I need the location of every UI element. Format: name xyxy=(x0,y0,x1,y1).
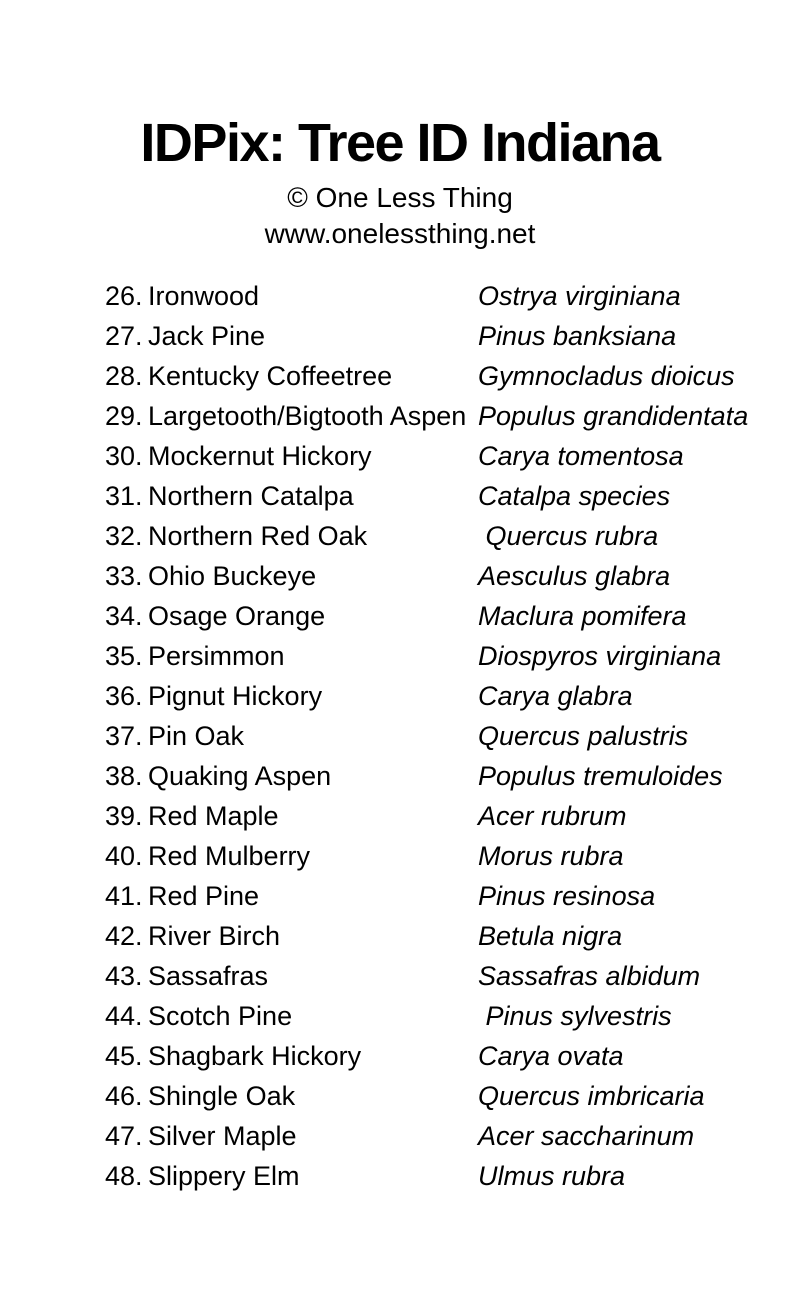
item-number: 35. xyxy=(105,640,143,671)
list-item xyxy=(105,356,760,396)
common-name: Largetooth/Bigtooth Aspen xyxy=(148,400,467,431)
common-name-cell xyxy=(105,801,478,832)
item-number: 31. xyxy=(105,480,143,511)
list-item xyxy=(105,716,760,756)
scientific-name: Gymnocladus dioicus xyxy=(478,360,735,391)
list-item xyxy=(105,956,760,996)
common-name: Jack Pine xyxy=(148,320,266,351)
item-number: 34. xyxy=(105,600,143,631)
item-number: 37. xyxy=(105,720,143,751)
item-number: 28. xyxy=(105,360,143,391)
scientific-name: Quercus palustris xyxy=(478,720,689,751)
scientific-name: Populus tremuloides xyxy=(478,760,723,791)
item-number: 36. xyxy=(105,680,143,711)
common-name-cell xyxy=(105,321,478,352)
item-number: 39. xyxy=(105,800,143,831)
common-name: Ironwood xyxy=(148,280,260,311)
scientific-name: Populus grandidentata xyxy=(478,400,749,431)
scientific-name: Pinus banksiana xyxy=(478,320,677,351)
scientific-name: Quercus imbricaria xyxy=(478,1080,705,1111)
common-name-cell xyxy=(105,881,478,912)
common-name: Scotch Pine xyxy=(148,1000,293,1031)
common-name: Pignut Hickory xyxy=(148,680,323,711)
common-name-cell xyxy=(105,521,478,552)
list-item xyxy=(105,1116,760,1156)
common-name-cell xyxy=(105,361,478,392)
list-item xyxy=(105,596,760,636)
common-name-cell xyxy=(105,401,478,432)
item-number: 42. xyxy=(105,920,143,951)
list-item xyxy=(105,556,760,596)
list-item xyxy=(105,436,760,476)
item-number: 44. xyxy=(105,1000,143,1031)
common-name-cell xyxy=(105,481,478,512)
scientific-name: Carya ovata xyxy=(478,1040,624,1071)
common-name: Red Maple xyxy=(148,800,279,831)
list-item xyxy=(105,876,760,916)
common-name-cell xyxy=(105,1081,478,1112)
scientific-name: Acer rubrum xyxy=(478,800,627,831)
list-item xyxy=(105,676,760,716)
scientific-name: Aesculus glabra xyxy=(478,560,671,591)
item-number: 47. xyxy=(105,1120,143,1151)
scientific-name: Morus rubra xyxy=(478,840,624,871)
list-item xyxy=(105,1076,760,1116)
scientific-name: Quercus rubra xyxy=(478,520,659,551)
common-name-cell xyxy=(105,841,478,872)
item-number: 33. xyxy=(105,560,143,591)
common-name: Osage Orange xyxy=(148,600,326,631)
common-name: Persimmon xyxy=(148,640,285,671)
list-item xyxy=(105,836,760,876)
common-name: Shagbark Hickory xyxy=(148,1040,362,1071)
item-number: 40. xyxy=(105,840,143,871)
list-item xyxy=(105,636,760,676)
scientific-name: Acer saccharinum xyxy=(478,1120,695,1151)
website-url: www.onelessthing.net xyxy=(264,218,536,250)
scientific-name: Carya glabra xyxy=(478,680,633,711)
item-number: 45. xyxy=(105,1040,143,1071)
scientific-name: Pinus resinosa xyxy=(478,880,656,911)
common-name: Shingle Oak xyxy=(148,1080,296,1111)
scientific-name: Ulmus rubra xyxy=(478,1160,626,1191)
common-name-cell xyxy=(105,1121,478,1152)
list-item xyxy=(105,796,760,836)
list-item xyxy=(105,476,760,516)
list-item xyxy=(105,396,760,436)
scientific-name: Carya tomentosa xyxy=(478,440,684,471)
scientific-name: Betula nigra xyxy=(478,920,623,951)
scientific-name: Sassafras albidum xyxy=(478,960,701,991)
common-name-cell xyxy=(105,441,478,472)
common-name-cell xyxy=(105,641,478,672)
common-name-cell xyxy=(105,761,478,792)
common-name-cell xyxy=(105,681,478,712)
list-item xyxy=(105,316,760,356)
list-item xyxy=(105,516,760,556)
common-name: Red Mulberry xyxy=(148,840,311,871)
list-item xyxy=(105,1036,760,1076)
common-name: Northern Catalpa xyxy=(148,480,354,511)
scientific-name: Ostrya virginiana xyxy=(478,280,681,311)
item-number: 27. xyxy=(105,320,143,351)
common-name: Northern Red Oak xyxy=(148,520,368,551)
common-name: Mockernut Hickory xyxy=(148,440,372,471)
common-name-cell xyxy=(105,721,478,752)
common-name: Ohio Buckeye xyxy=(148,560,317,591)
item-number: 26. xyxy=(105,280,143,311)
page-title: IDPix: Tree ID Indiana xyxy=(140,113,660,173)
common-name-cell xyxy=(105,601,478,632)
common-name-cell xyxy=(105,1001,478,1032)
scientific-name: Pinus sylvestris xyxy=(478,1000,672,1031)
list-item xyxy=(105,276,760,316)
common-name: Red Pine xyxy=(148,880,260,911)
list-item xyxy=(105,756,760,796)
common-name: Quaking Aspen xyxy=(148,760,332,791)
common-name-cell xyxy=(105,561,478,592)
common-name: Slippery Elm xyxy=(148,1160,300,1191)
common-name: Sassafras xyxy=(148,960,269,991)
common-name: Pin Oak xyxy=(148,720,245,751)
common-name: Silver Maple xyxy=(148,1120,297,1151)
item-number: 29. xyxy=(105,400,143,431)
copyright-line: © One Less Thing xyxy=(287,182,513,214)
scientific-name: Catalpa species xyxy=(478,480,671,511)
list-item xyxy=(105,1156,760,1196)
scientific-name: Maclura pomifera xyxy=(478,600,687,631)
common-name-cell xyxy=(105,961,478,992)
common-name: Kentucky Coffeetree xyxy=(148,360,393,391)
item-number: 43. xyxy=(105,960,143,991)
tree-list xyxy=(0,276,800,1196)
item-number: 46. xyxy=(105,1080,143,1111)
item-number: 41. xyxy=(105,880,143,911)
common-name-cell xyxy=(105,281,478,312)
common-name: River Birch xyxy=(148,920,281,951)
list-item xyxy=(105,996,760,1036)
item-number: 48. xyxy=(105,1160,143,1191)
common-name-cell xyxy=(105,1161,478,1192)
item-number: 30. xyxy=(105,440,143,471)
scientific-name: Diospyros virginiana xyxy=(478,640,722,671)
item-number: 32. xyxy=(105,520,143,551)
list-item xyxy=(105,916,760,956)
common-name-cell xyxy=(105,1041,478,1072)
common-name-cell xyxy=(105,921,478,952)
item-number: 38. xyxy=(105,760,143,791)
